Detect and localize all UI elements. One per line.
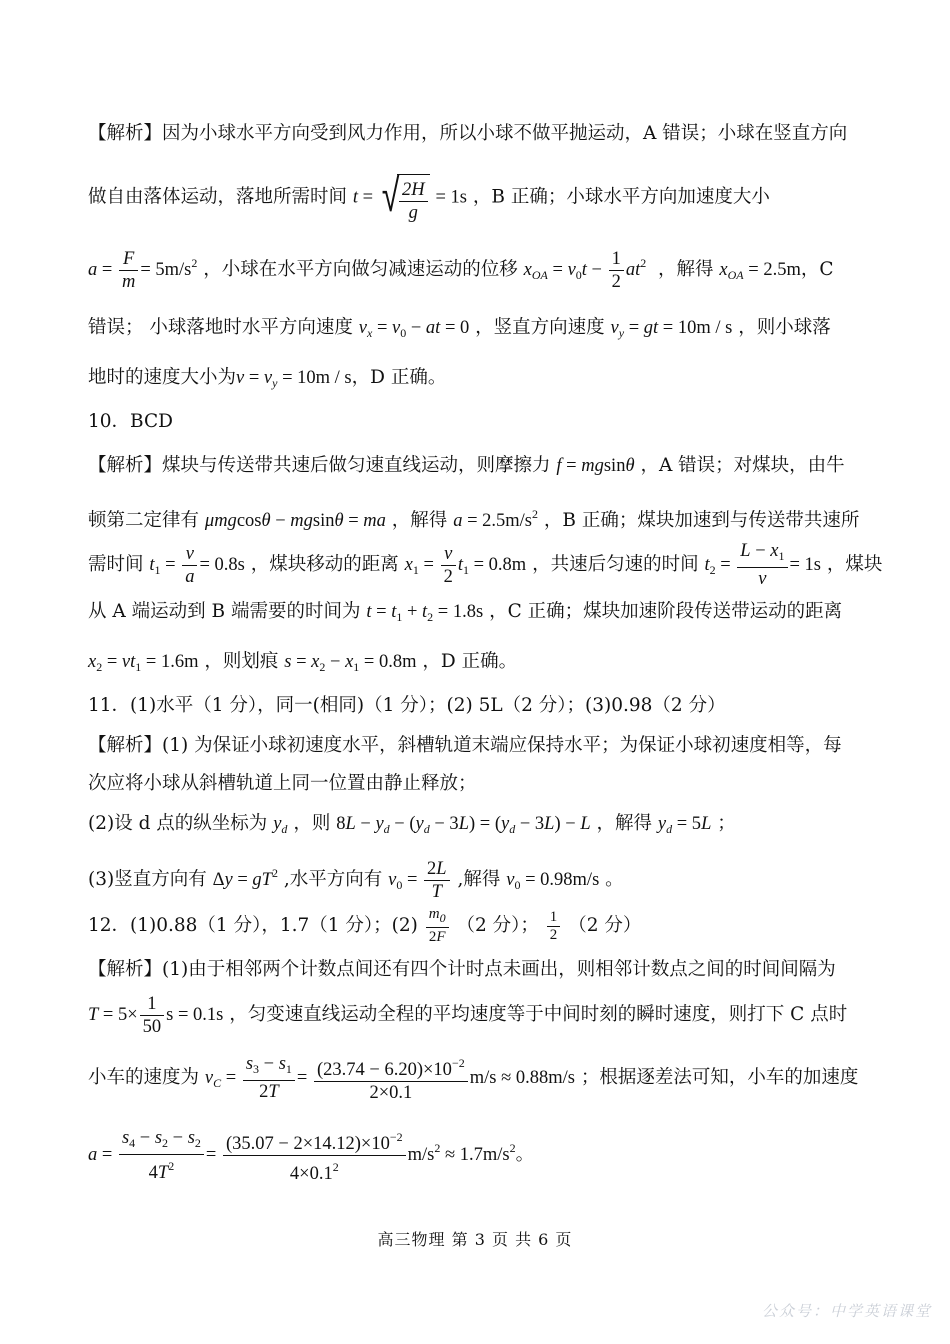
page-footer: 高三物理 第 3 页 共 6 页 [377, 1230, 573, 1249]
watermark: 公众号：中学英语课堂 [761, 1302, 932, 1320]
q10-line-4: 从 A 端运动到 B 端需要的时间为 $t = t_1 + t_2 = 1.8s$ ，C 正确；煤块加速阶段传送带运动的距离 [88, 601, 843, 624]
q10-answer: 10．BCD [88, 411, 173, 432]
q12-line-4: a = $\frac{s_4 - s_2 - s_2}{4T^2}$ = $\frac{(35.07 - 2\times 14.12)\times 10^{-2}}{4\times 0.1^2}$ $m/s^2 \approx 1.7m/s^2$。 [88, 1127, 535, 1184]
q11-line-3: (2)设 d 点的纵坐标为 $y_d$ ，则 $8L - y_d - (y_d - 3L) = (y_d - 3L) - L$ ，解得 $y_d = 5L$ ； [88, 813, 736, 836]
q9-line-2: 做自由落体运动，落地所需时间 t = √ $\frac{2H}{g}$ = 1s ，B 正确；小球水平方向加速度大小 [88, 168, 870, 227]
q10-line-1: 【解析】煤块与传送带共速后做匀速直线运动，则摩擦力 f = mgsinθ ，A 错误；对煤块，由牛 [88, 455, 845, 476]
q11-line-4: (3)竖直方向有 $\Delta y = gT^2$ ,水平方向有 $v_0$ = $\frac{2L}{T}$ ,解得 $v_0 = 0.98m/s$ 。 [88, 858, 624, 902]
q9-line-3: a = $\frac{F}{m}$ = $5m/s^2$ ，小球在水平方向做匀减速运动的位移 $x_{OA} = v_0t$ − $\frac{1}{2}$ $at^2$ ，解得 $x_{OA} = 2.5m$，C [88, 248, 834, 292]
q10-line-5: $x_2 = vt_1 = 1.6m$ ，则划痕 $s = x_2 - x_1 = 0.8m$ ，D 正确。 [88, 651, 518, 674]
q10-line-3: 需时间 $t_1$ = $\frac{v}{a}$ = 0.8s ，煤块移动的距离 $x_1$ = $\frac{v}{2}$ $t_1 = 0.8m$ ，共速后匀速的时间 $t_2$ = $\frac{L - x_1}{v}$ = 1s ，煤块 [88, 541, 883, 589]
q9-line-5: 地时的速度大小为$v = v_y = 10m / s$，D 正确。 [88, 367, 447, 390]
q9-line-1: 【解析】因为小球水平方向受到风力作用，所以小球不做平抛运动，A 错误；小球在竖直方向 [88, 123, 848, 144]
q9-line-4: 错误； 小球落地时水平方向速度 $v_x = v_0$ − at = 0 ，竖直方向速度 $v_y$ = gt = 10m / s ，则小球落 [88, 317, 831, 340]
q11-line-2: 次应将小球从斜槽轨道上同一位置由静止释放； [88, 773, 477, 794]
q12-line-3: 小车的速度为 $v_C$ = $\frac{s_3 - s_1}{2T}$ = $\frac{(23.74 - 6.20)\times 10^{-2}}{2\times 0.1}$ m/s ≈ 0.88m/s ；根据逐差法可知，小车的加速度 [88, 1054, 859, 1103]
q12-answer: 12．(1)0.88（1 分），1.7（1 分）；(2) $\frac{m_0}{2F}$ （2 分）； $\frac{1}{2}$ （2 分） [88, 906, 642, 945]
q12-line-2: T = 5× $\frac{1}{50}$ s = 0.1s ，匀变速直线运动全程的平均速度等于中间时刻的瞬时速度，则打下 C 点时 [88, 993, 848, 1037]
q11-answer: 11．(1)水平（1 分），同一(相同)（1 分）；(2) 5L（2 分）；(3)0.98（2 分） [88, 695, 726, 716]
sqrt-formula: √ $\frac{2H}{g}$ [378, 168, 430, 227]
q10-line-2: 顿第二定律有 μmgcosθ − mgsinθ = ma ，解得 $a = 2.5m/s^2$ ，B 正确；煤块加速到与传送带共速所 [88, 507, 860, 531]
q12-line-1: 【解析】(1)由于相邻两个计数点间还有四个计时点未画出，则相邻计数点之间的时间间隔为 [88, 959, 836, 980]
q11-line-1: 【解析】(1) 为保证小球初速度水平，斜槽轨道末端应保持水平；为保证小球初速度相等，每 [88, 735, 842, 756]
